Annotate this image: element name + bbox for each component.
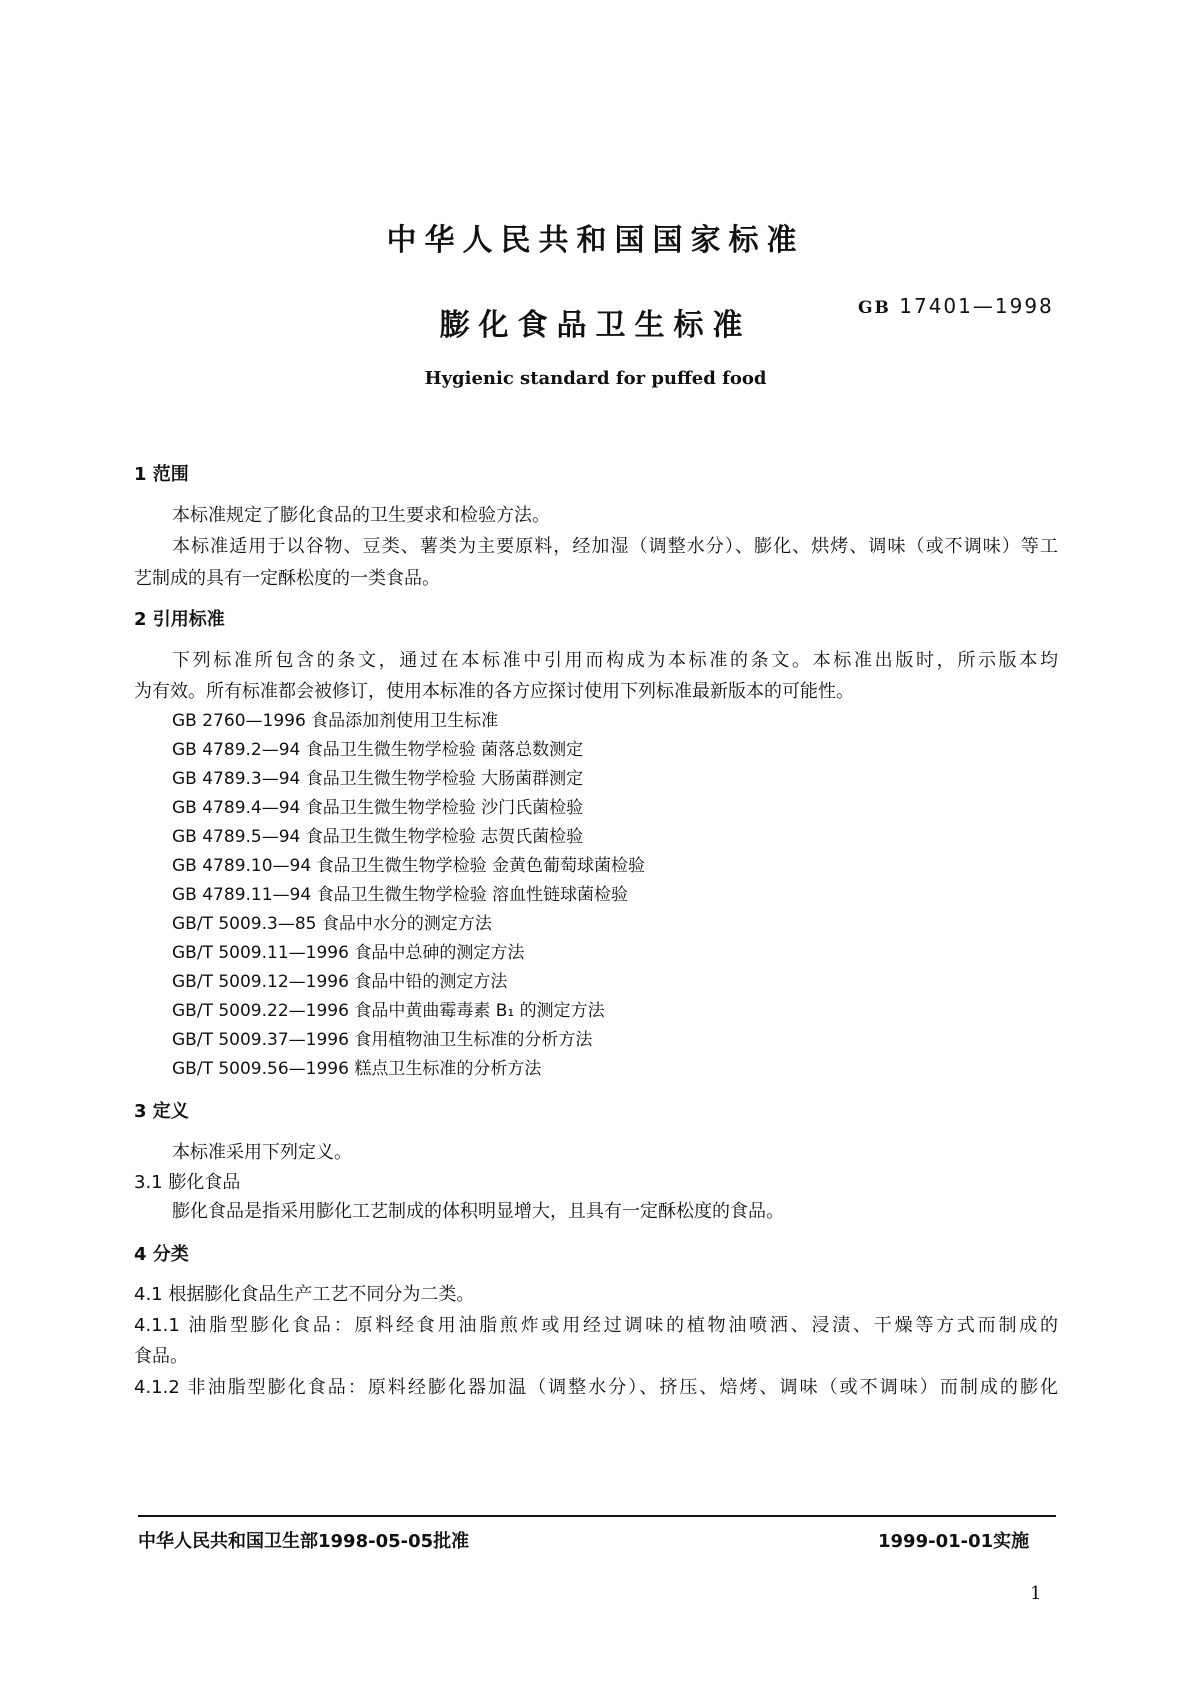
reference-item: GB 4789.2—94 食品卫生微生物学检验 菌落总数测定	[172, 740, 584, 760]
reference-item: GB/T 5009.3—85 食品中水分的测定方法	[172, 914, 492, 934]
standard-number-value: 17401—1998	[899, 294, 1054, 318]
footer-divider	[138, 1515, 1056, 1517]
reference-item: GB/T 5009.22—1996 食品中黄曲霉毒素 B₁ 的测定方法	[172, 1001, 605, 1021]
section-1-paragraph-2-line-2: 艺制成的具有一定酥松度的一类食品。	[134, 568, 440, 589]
reference-item: GB 4789.10—94 食品卫生微生物学检验 金黄色葡萄球菌检验	[172, 856, 645, 876]
section-3-paragraph: 本标准采用下列定义。	[172, 1142, 352, 1163]
section-3-heading: 3 定义	[134, 1101, 189, 1122]
reference-item: GB/T 5009.12—1996 食品中铅的测定方法	[172, 972, 508, 992]
reference-item: GB 2760—1996 食品添加剂使用卫生标准	[172, 711, 499, 731]
section-1-heading: 1 范围	[134, 464, 189, 485]
clause-4-1: 4.1 根据膨化食品生产工艺不同分为二类。	[134, 1284, 475, 1305]
approval-text: 中华人民共和国卫生部1998-05-05批准	[138, 1531, 470, 1552]
section-2-heading: 2 引用标准	[134, 609, 225, 630]
page-title: 膨化食品卫生标准	[439, 308, 752, 343]
section-1-paragraph-2-line-1: 本标准适用于以谷物、豆类、薯类为主要原料，经加湿（调整水分）、膨化、烘烤、调味（或不调味）等工	[172, 536, 1058, 557]
section-2-paragraph-line-2: 为有效。所有标准都会被修订，使用本标准的各方应探讨使用下列标准最新版本的可能性。	[134, 681, 854, 702]
reference-item: GB 4789.11—94 食品卫生微生物学检验 溶血性链球菌检验	[172, 885, 628, 905]
reference-item: GB/T 5009.11—1996 食品中总砷的测定方法	[172, 943, 525, 963]
clause-4-1-1-line-1: 4.1.1 油脂型膨化食品：原料经食用油脂煎炸或用经过调味的植物油喷洒、浸渍、干燥等方式而制成的	[134, 1315, 1058, 1336]
national-standard-label: 中华人民共和国国家标准	[386, 223, 805, 258]
reference-item: GB 4789.3—94 食品卫生微生物学检验 大肠菌群测定	[172, 769, 584, 789]
reference-item: GB/T 5009.37—1996 食用植物油卫生标准的分析方法	[172, 1030, 593, 1050]
standard-number-prefix: GB	[858, 298, 891, 318]
reference-item: GB 4789.4—94 食品卫生微生物学检验 沙门氏菌检验	[172, 798, 584, 818]
section-1-paragraph-1: 本标准规定了膨化食品的卫生要求和检验方法。	[172, 505, 550, 526]
clause-4-1-2-line-1: 4.1.2 非油脂型膨化食品：原料经膨化器加温（调整水分）、挤压、焙烤、调味（或不调味）而制成的膨化	[134, 1377, 1058, 1398]
implementation-date: 1999-01-01实施	[878, 1531, 1030, 1552]
section-3-1-paragraph: 膨化食品是指采用膨化工艺制成的体积明显增大，且具有一定酥松度的食品。	[172, 1201, 784, 1222]
section-3-1-heading: 3.1 膨化食品	[134, 1172, 241, 1193]
section-4-heading: 4 分类	[134, 1244, 189, 1265]
section-2-paragraph-line-1: 下列标准所包含的条文，通过在本标准中引用而构成为本标准的条文。本标准出版时，所示版本均	[172, 650, 1058, 671]
page-number: 1	[1030, 1583, 1042, 1604]
standard-number	[858, 294, 1054, 318]
clause-4-1-1-line-2: 食品。	[134, 1346, 188, 1367]
reference-item: GB/T 5009.56—1996 糕点卫生标准的分析方法	[172, 1059, 542, 1079]
reference-item: GB 4789.5—94 食品卫生微生物学检验 志贺氏菌检验	[172, 827, 584, 847]
english-title: Hygienic standard for puffed food	[424, 368, 767, 389]
